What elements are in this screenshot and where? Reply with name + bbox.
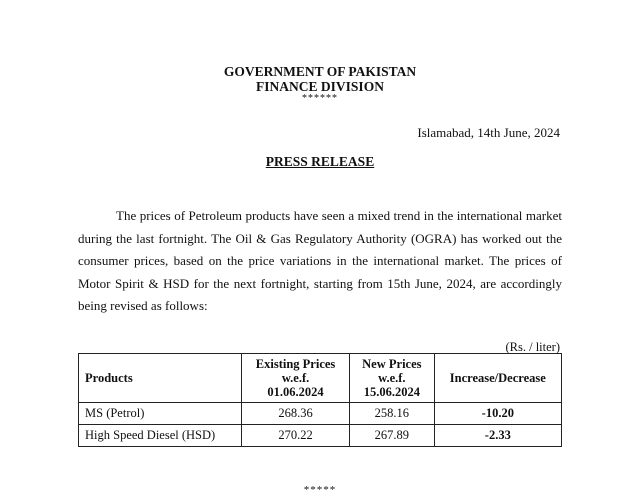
header-new-line3: 15.06.2024 <box>363 385 420 399</box>
existing-price-cell: 270.22 <box>242 425 350 447</box>
document-title: PRESS RELEASE <box>265 154 375 169</box>
body-paragraph: The prices of Petroleum products have seen a mixed trend in the international market during the last fortnight. The Oil & Gas Regulatory Authority (OGRA) has worked out the consumer prices, based on the price variations in the international market. The prices of Motor Spirit & HSD for the next fortnight, starting from 15th June, 2024, are accordingly being revised as follows: <box>78 208 562 313</box>
end-separator-stars: ***** <box>303 484 337 496</box>
header-products: Products <box>79 354 242 403</box>
division-title: FINANCE DIVISION <box>256 79 384 94</box>
letterhead <box>0 64 640 104</box>
header-existing-line1: Existing Prices <box>255 357 336 371</box>
change-cell: -2.33 <box>434 425 561 447</box>
header-existing-line3: 01.06.2024 <box>267 385 324 399</box>
header-increase-decrease: Increase/Decrease <box>434 354 561 403</box>
header-existing-prices <box>242 354 350 403</box>
change-cell: -10.20 <box>434 403 561 425</box>
product-cell: High Speed Diesel (HSD) <box>79 425 242 447</box>
table-row <box>79 425 562 447</box>
header-separator-stars: ****** <box>302 93 338 104</box>
existing-price-cell: 268.36 <box>242 403 350 425</box>
header-new-line1: New Prices <box>362 357 422 371</box>
product-cell: MS (Petrol) <box>79 403 242 425</box>
price-table <box>78 353 562 447</box>
header-existing-line2: w.e.f. <box>281 371 310 385</box>
dateline: Islamabad, 14th June, 2024 <box>417 125 560 140</box>
new-price-cell: 258.16 <box>350 403 435 425</box>
government-title: GOVERNMENT OF PAKISTAN <box>223 64 417 79</box>
header-new-line2: w.e.f. <box>378 371 406 385</box>
table-header-row <box>79 354 562 403</box>
header-new-prices <box>350 354 435 403</box>
unit-note: (Rs. / liter) <box>505 340 560 354</box>
new-price-cell: 267.89 <box>350 425 435 447</box>
table-row <box>79 403 562 425</box>
